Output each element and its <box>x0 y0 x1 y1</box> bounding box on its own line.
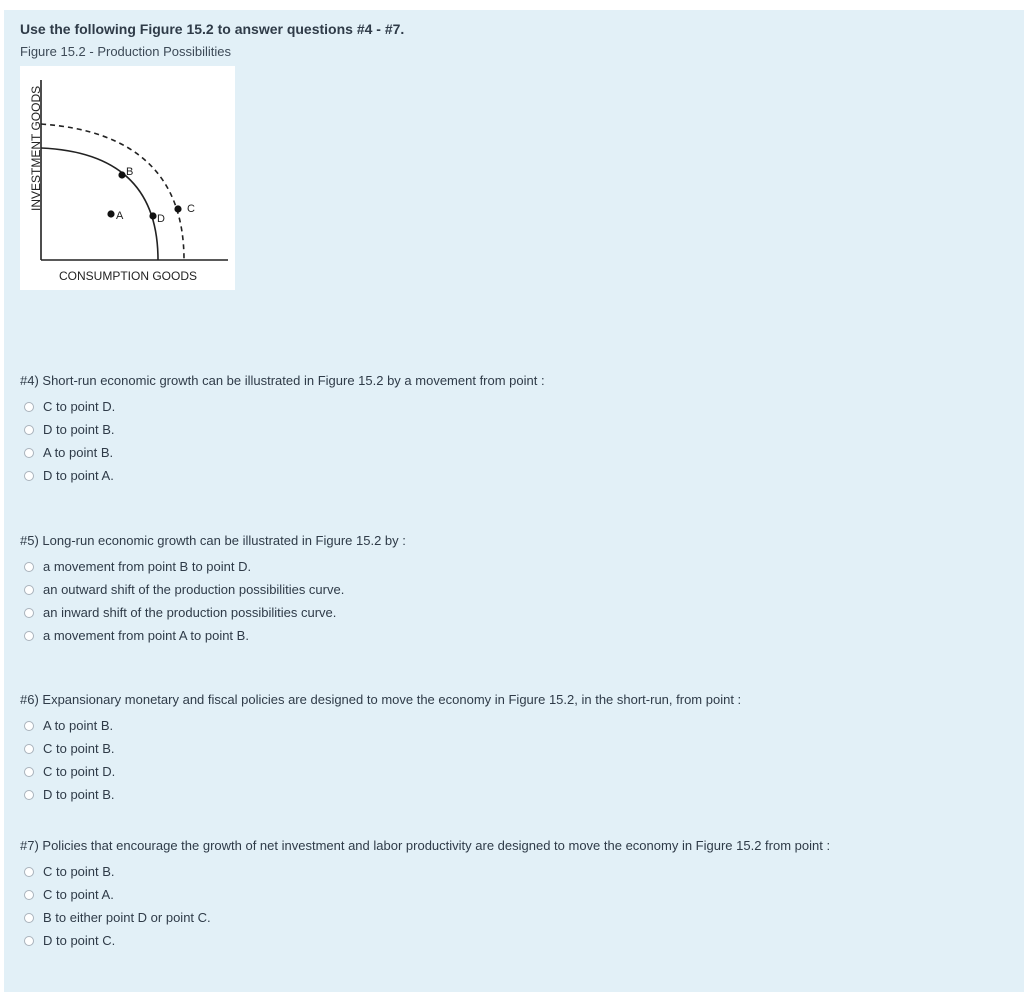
radio-button[interactable] <box>24 867 34 877</box>
point-a-label: A <box>116 210 124 222</box>
question-prompt: #6) Expansionary monetary and fiscal policies are designed to move the economy in Figure 15.2, in the short-run, from point : <box>20 692 742 707</box>
option-label: C to point B. <box>43 741 115 756</box>
answer-option[interactable] <box>20 601 406 624</box>
question-prompt: #4) Short-run economic growth can be illustrated in Figure 15.2 by a movement from point : <box>20 373 545 388</box>
option-label: A to point B. <box>43 718 114 733</box>
answer-option[interactable] <box>20 883 830 906</box>
radio-button[interactable] <box>24 913 34 923</box>
ppf-diagram <box>20 66 235 290</box>
option-label: D to point C. <box>43 933 116 948</box>
option-label: C to point A. <box>43 887 114 902</box>
inner-ppf-curve <box>41 148 158 260</box>
option-label: an outward shift of the production possibilities curve. <box>43 582 345 597</box>
radio-button[interactable] <box>24 631 34 641</box>
question-panel <box>4 10 1024 992</box>
y-axis-label: INVESTMENT GOODS <box>29 85 43 211</box>
point-a-marker <box>107 210 114 217</box>
answer-option[interactable] <box>20 760 741 783</box>
ppf-figure <box>20 66 235 290</box>
point-b-label: B <box>126 166 134 178</box>
answer-option[interactable] <box>20 860 830 883</box>
question-5 <box>20 532 406 647</box>
answer-option[interactable] <box>20 441 545 464</box>
radio-button[interactable] <box>24 471 34 481</box>
radio-button[interactable] <box>24 608 34 618</box>
point-b-marker <box>118 171 125 178</box>
question-prompt: #7) Policies that encourage the growth of net investment and labor productivity are designed to move the economy in Figure 15.2 from point : <box>20 838 831 853</box>
option-label: an inward shift of the production possibilities curve. <box>43 605 337 620</box>
x-axis-label: CONSUMPTION GOODS <box>59 269 198 283</box>
instructions-heading: Use the following Figure 15.2 to answer questions #4 - #7. <box>20 21 405 37</box>
answer-option[interactable] <box>20 737 741 760</box>
point-c-label: C <box>187 203 195 215</box>
answer-option[interactable] <box>20 906 830 929</box>
question-prompt: #5) Long-run economic growth can be illustrated in Figure 15.2 by : <box>20 533 406 548</box>
option-label: D to point A. <box>43 468 114 483</box>
radio-button[interactable] <box>24 425 34 435</box>
radio-button[interactable] <box>24 448 34 458</box>
radio-button[interactable] <box>24 890 34 900</box>
question-6 <box>20 691 741 806</box>
question-7 <box>20 837 830 952</box>
answer-option[interactable] <box>20 418 545 441</box>
point-d-label: D <box>157 213 165 225</box>
option-label: C to point D. <box>43 764 116 779</box>
answer-option[interactable] <box>20 714 741 737</box>
radio-button[interactable] <box>24 744 34 754</box>
answer-option[interactable] <box>20 555 406 578</box>
option-label: C to point D. <box>43 399 116 414</box>
radio-button[interactable] <box>24 402 34 412</box>
radio-button[interactable] <box>24 936 34 946</box>
radio-button[interactable] <box>24 585 34 595</box>
answer-option[interactable] <box>20 395 545 418</box>
answer-option[interactable] <box>20 578 406 601</box>
radio-button[interactable] <box>24 767 34 777</box>
figure-caption: Figure 15.2 - Production Possibilities <box>20 44 231 59</box>
option-label: a movement from point A to point B. <box>43 628 249 643</box>
answer-option[interactable] <box>20 624 406 647</box>
question-4 <box>20 372 545 487</box>
option-label: A to point B. <box>43 445 114 460</box>
radio-button[interactable] <box>24 790 34 800</box>
point-d-marker <box>149 212 156 219</box>
answer-option[interactable] <box>20 929 830 952</box>
option-label: D to point B. <box>43 787 115 802</box>
radio-button[interactable] <box>24 562 34 572</box>
point-c-marker <box>174 205 181 212</box>
answer-option[interactable] <box>20 783 741 806</box>
option-label: C to point B. <box>43 864 115 879</box>
option-label: B to either point D or point C. <box>43 910 211 925</box>
answer-option[interactable] <box>20 464 545 487</box>
option-label: a movement from point B to point D. <box>43 559 252 574</box>
option-label: D to point B. <box>43 422 115 437</box>
radio-button[interactable] <box>24 721 34 731</box>
outer-ppf-curve <box>41 124 184 260</box>
